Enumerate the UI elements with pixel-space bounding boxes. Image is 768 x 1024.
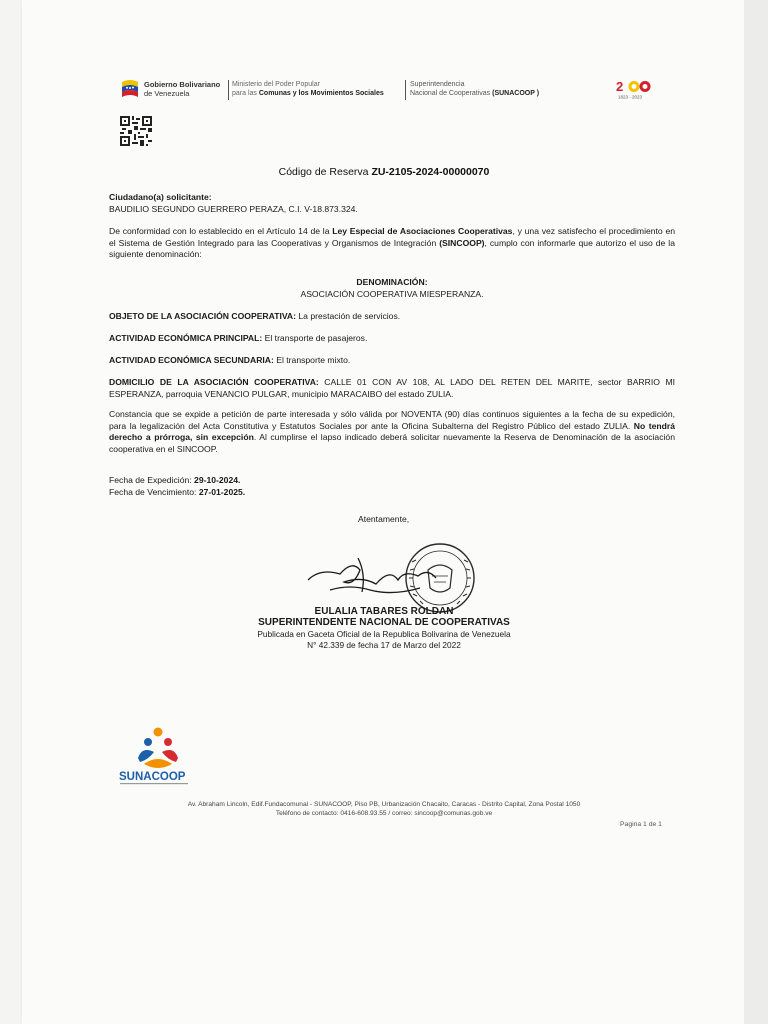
sunacoop-logo-icon bbox=[118, 724, 198, 790]
object-label: OBJETO DE LA ASOCIACIÓN COOPERATIVA: bbox=[109, 311, 297, 321]
footer-contact: Teléfono de contacto: 0416-608.93.55 / correo: sincoop@comunas.gob.ve bbox=[275, 810, 493, 817]
primary-activity-value: El transporte de pasajeros. bbox=[262, 333, 368, 343]
address-value: CALLE 01 CON AV 108, AL LADO DEL RETEN DEL MARITE, sector BARRIO MI ESPERANZA, parroquia VENANCIO PULGAR, municipio MARACAIBO del estado ZULIA. bbox=[109, 377, 675, 399]
ministry-line-2: para las Comunas y los Movimientos Sociales bbox=[232, 90, 384, 97]
handwritten-signature-icon bbox=[308, 558, 436, 593]
primary-activity-label: ACTIVIDAD ECONÓMICA PRINCIPAL: bbox=[109, 333, 263, 343]
dates-block bbox=[109, 475, 675, 498]
object-line bbox=[109, 311, 675, 323]
qr-code-icon bbox=[120, 116, 152, 146]
object-value: La prestación de servicios. bbox=[296, 311, 401, 321]
signatory-title: SUPERINTENDENTE NACIONAL DE COOPERATIVAS bbox=[258, 617, 510, 628]
signature-stamp-graphic bbox=[300, 540, 500, 615]
applicant-value: BAUDILIO SEGUNDO GUERRERO PERAZA, C.I. V-18.873.324. bbox=[109, 203, 358, 214]
reserve-code-label: Código de Reserva bbox=[278, 166, 369, 178]
applicant-block bbox=[109, 192, 675, 215]
sunacoop-logo-text: SUNACOOP bbox=[119, 771, 186, 783]
page-number: Pagina 1 de 1 bbox=[620, 821, 662, 828]
primary-activity-line bbox=[109, 333, 675, 345]
secondary-activity-value: El transporte mixto. bbox=[273, 355, 351, 365]
letterhead bbox=[120, 78, 660, 102]
gazette-line-2: N° 42.339 de fecha 17 de Marzo del 2022 bbox=[307, 640, 461, 650]
reserve-code-title bbox=[0, 166, 768, 178]
svg-text:2: 2 bbox=[616, 79, 624, 94]
official-seal-icon bbox=[406, 544, 474, 612]
header-divider bbox=[405, 80, 406, 100]
applicant-label: Ciudadano(a) solicitante: bbox=[109, 192, 212, 202]
address-paragraph bbox=[109, 377, 675, 400]
document-page bbox=[22, 0, 744, 1024]
intro-paragraph: De conformidad con lo establecido en el Artículo 14 de la Ley Especial de Asociaciones Cooperativas, y una vez satisfecho el procedimiento en el Sistema de Gestión Integrado para las Cooperativas y Organismos de Integración (SINCOOP), cumplo con informarle que autorizo el uso de la siguiente denominación: bbox=[109, 226, 676, 259]
address-label: DOMICILIO DE LA ASOCIACIÓN COOPERATIVA: bbox=[109, 377, 319, 387]
secondary-activity-line bbox=[109, 355, 675, 367]
closing-text: Atentamente, bbox=[358, 514, 410, 524]
superintendency-name bbox=[410, 80, 539, 98]
superint-line-1: Superintendencia bbox=[410, 81, 465, 88]
gov-line-1: Gobierno Bolivariano bbox=[144, 80, 221, 89]
bicentenario-logo-icon bbox=[614, 78, 658, 100]
secondary-activity-label: ACTIVIDAD ECONÓMICA SECUNDARIA: bbox=[109, 355, 274, 365]
gov-line-2: de Venezuela bbox=[144, 89, 190, 98]
bicentenario-years: 1823 - 2023 bbox=[618, 94, 643, 100]
venezuela-flag-icon bbox=[120, 78, 140, 100]
government-logo bbox=[120, 78, 220, 100]
scan-edge bbox=[744, 0, 768, 1024]
denomination-label: DENOMINACIÓN: bbox=[356, 277, 428, 287]
validity-paragraph: Constancia que se expide a petición de parte interesada y sólo válida por NOVENTA (90) días continuos siguientes a la fecha de su expedición, para la legalización del Acta Constitutiva y Estatutos Sociales por ante la Oficina Subalterna del Registro Público del estado ZULIA. No tendrá derecho a prórroga, sin excepción. Al cumplirse el lapso indicado deberá solicitar nuevamente la Reserva de Denominación de la asociación cooperativa en el SINCOOP. bbox=[109, 409, 676, 454]
expiry-date: Fecha de Vencimiento: 27-01-2025. bbox=[109, 486, 246, 497]
superint-line-2: Nacional de Cooperativas (SUNACOOP ) bbox=[410, 90, 540, 97]
ministry-line-1: Ministerio del Poder Popular bbox=[232, 81, 320, 88]
denomination-value: ASOCIACIÓN COOPERATIVA MIESPERANZA. bbox=[300, 288, 484, 299]
denomination-block bbox=[109, 277, 675, 300]
footer-address: Av. Abraham Lincoln, Edif.Fundacomunal - SUNACOOP, Piso PB, Urbanización Chacaito, Caracas - Distrito Capital, Zona Postal 1050 bbox=[187, 801, 581, 808]
gazette-line-1: Publicada en Gaceta Oficial de la Republica Bolivarina de Venezuela bbox=[257, 629, 511, 639]
header-divider bbox=[228, 80, 229, 100]
issue-date: Fecha de Expedición: 29-10-2024. bbox=[109, 475, 241, 485]
signatory-name: EULALIA TABARES ROLDAN bbox=[314, 606, 454, 617]
reserve-code-value: ZU-2105-2024-00000070 bbox=[371, 166, 490, 178]
ministry-name bbox=[232, 80, 384, 98]
